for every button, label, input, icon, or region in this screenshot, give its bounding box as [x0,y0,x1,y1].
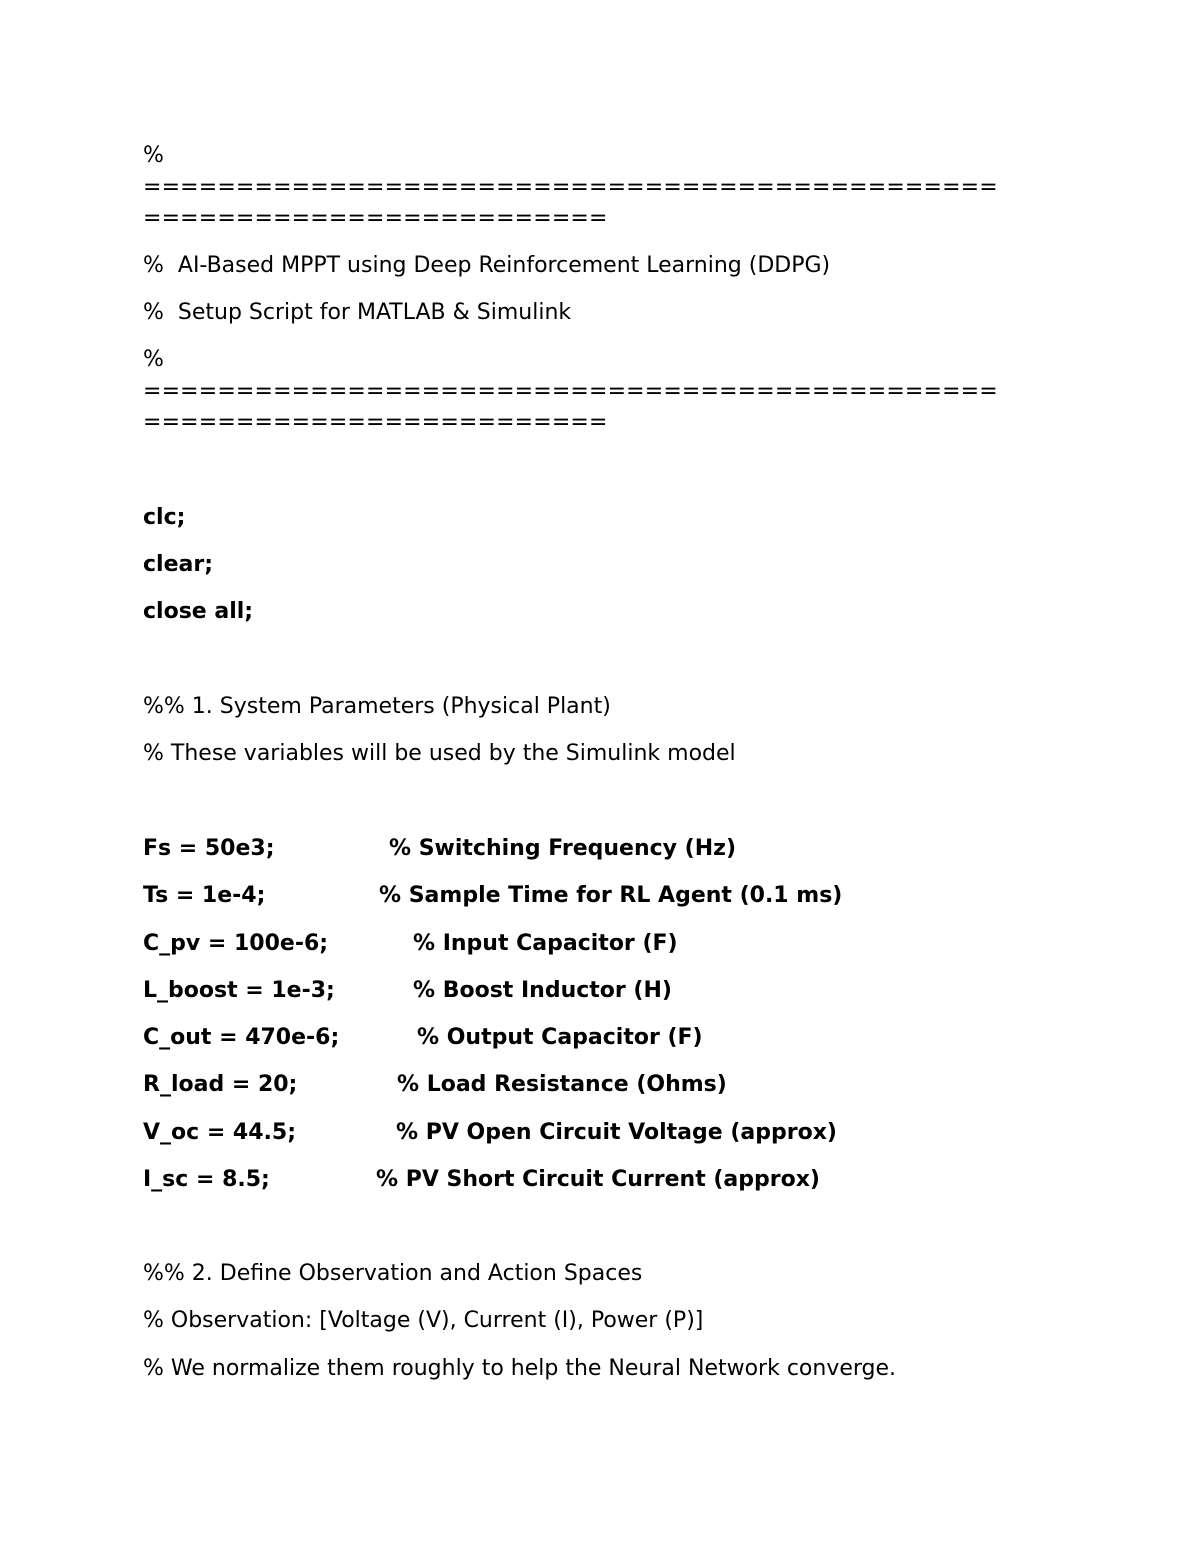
section1-heading: %% 1. System Parameters (Physical Plant) [143,694,611,719]
section2-comment-observation: % Observation: [Voltage (V), Current (I), Power (P)] [143,1308,704,1333]
param-comment-v-oc: % PV Open Circuit Voltage (approx) [396,1120,837,1145]
param-comment-fs: % Switching Frequency (Hz) [389,836,736,861]
header-rule-2a: ============================================== [143,379,998,404]
section2-comment-normalize: % We normalize them roughly to help the Neural Network converge. [143,1356,897,1381]
code-close-all: close all; [143,599,254,624]
header-percent-2: % [143,347,164,372]
header-percent-1: % [143,143,164,168]
param-comment-c-out: % Output Capacitor (F) [417,1025,703,1050]
param-code-i-sc: I_sc = 8.5; [143,1167,270,1192]
code-clear: clear; [143,552,213,577]
param-comment-i-sc: % PV Short Circuit Current (approx) [376,1167,820,1192]
section1-comment: % These variables will be used by the Simulink model [143,741,736,766]
header-rule-1a: ============================================== [143,175,998,200]
param-comment-l-boost: % Boost Inductor (H) [413,978,672,1003]
param-code-ts: Ts = 1e-4; [143,883,266,908]
param-code-c-out: C_out = 470e-6; [143,1025,340,1050]
header-rule-2b: ========================= [143,410,608,435]
param-code-fs: Fs = 50e3; [143,836,275,861]
header-rule-1b: ========================= [143,206,608,231]
param-code-c-pv: C_pv = 100e-6; [143,931,329,956]
header-subtitle: % Setup Script for MATLAB & Simulink [143,300,572,325]
section2-heading: %% 2. Define Observation and Action Spaces [143,1261,643,1286]
header-title: % AI-Based MPPT using Deep Reinforcement Learning (DDPG) [143,253,831,278]
param-comment-r-load: % Load Resistance (Ohms) [397,1072,727,1097]
param-code-v-oc: V_oc = 44.5; [143,1120,297,1145]
param-code-r-load: R_load = 20; [143,1072,298,1097]
param-code-l-boost: L_boost = 1e-3; [143,978,335,1003]
param-comment-ts: % Sample Time for RL Agent (0.1 ms) [379,883,843,908]
code-clc: clc; [143,505,186,530]
param-comment-c-pv: % Input Capacitor (F) [413,931,678,956]
